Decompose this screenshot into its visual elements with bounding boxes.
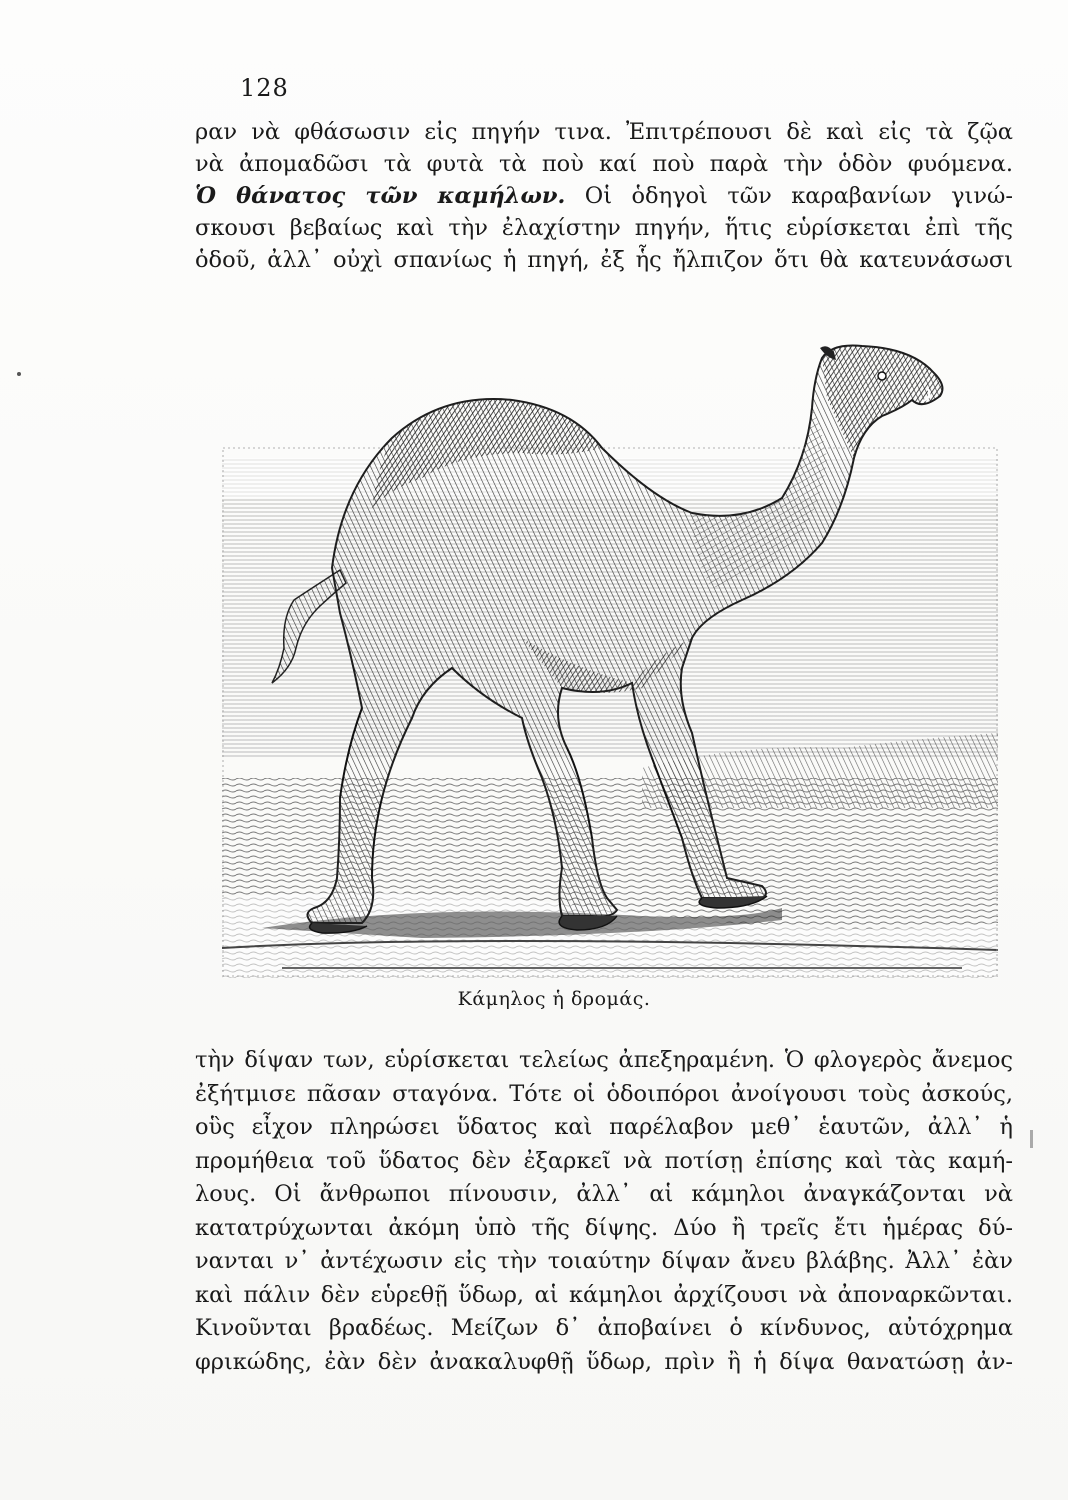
scan-speck (17, 372, 21, 376)
text-line: Κινοῦνται βραδέως. Μείζων δ᾽ ἀποβαίνει ὁ κίνδυνος, αὐτόχρημα (195, 1315, 1013, 1341)
text-line: ὁδοῦ, ἀλλ᾽ οὐχὶ σπανίως ἡ πηγή, ἐξ ἧς ἤλπιζον ὅτι θὰ κατευνάσωσι (195, 247, 1013, 273)
text-line: καὶ πάλιν δὲν εὑρεθῇ ὕδωρ, αἱ κάμηλοι ἀρχίζουσι νὰ ἀποναρκῶνται. (195, 1281, 1013, 1308)
text-line: λους. Οἱ ἄνθρωποι πίνουσιν, ἀλλ᾽ αἱ κάμηλοι ἀναγκάζονται νὰ (195, 1181, 1013, 1207)
text-line: νανται ν᾽ ἀντέχωσιν εἰς τὴν τοιαύτην δίψαν ἄνευ βλάβης. Ἀλλ᾽ ἐὰν (195, 1248, 1013, 1274)
text-line: ραν νὰ φθάσωσιν εἰς πηγήν τινα. Ἐπιτρέπουσι δὲ καὶ εἰς τὰ ζῷα (195, 119, 1013, 145)
section-heading: Ὁ θάνατος τῶν καμήλων. (195, 183, 566, 209)
text-line: φρικώδης, ἐὰν δὲν ἀνακαλυφθῇ ὕδωρ, πρὶν ἢ ἡ δίψα θανατώσῃ ἀν- (195, 1348, 1013, 1375)
text-line: οὓς εἶχον πληρώσει ὕδατος καὶ παρέλαβον μεθ᾽ ἑαυτῶν, ἀλλ᾽ ἡ (195, 1114, 1013, 1140)
text-line: ἐξήτμισε πᾶσαν σταγόνα. Τότε οἱ ὁδοιπόροι ἀνοίγουσι τοὺς ἀσκούς, (195, 1080, 1013, 1107)
text-line: νὰ ἀπομαδῶσι τὰ φυτὰ τὰ ποὺ καί ποὺ παρὰ τὴν ὁδὸν φυόμενα. (195, 151, 1013, 177)
text-line: κατατρύχωνται ἀκόμη ὑπὸ τῆς δίψης. Δύο ἢ τρεῖς ἔτι ἡμέρας δύ- (195, 1214, 1013, 1241)
gutter-mark (1030, 1130, 1033, 1148)
paragraph-top (195, 116, 1013, 276)
text-line: προμήθεια τοῦ ὕδατος δὲν ἐξαρκεῖ νὰ ποτίσῃ ἐπίσης καὶ τὰς καμή- (195, 1147, 1013, 1174)
text-line: σκουσι βεβαίως καὶ τὴν ἐλαχίστην πηγήν, ἥτις εὑρίσκεται ἐπὶ τῆς (195, 215, 1013, 241)
heading-line (195, 180, 1013, 212)
camel-engraving (222, 338, 998, 978)
page-number: 128 (240, 74, 289, 102)
illustration-caption: Κάμηλος ἡ δρομάς. (457, 988, 651, 1010)
heading-line-rest: Οἱ ὁδηγοὶ τῶν καραβανίων γινώ- (584, 183, 1013, 209)
paragraph-bottom (195, 1044, 1013, 1379)
text-line: τὴν δίψαν των, εὑρίσκεται τελείως ἀπεξηραμένη. Ὁ φλογερὸς ἄνεμος (195, 1047, 1013, 1073)
